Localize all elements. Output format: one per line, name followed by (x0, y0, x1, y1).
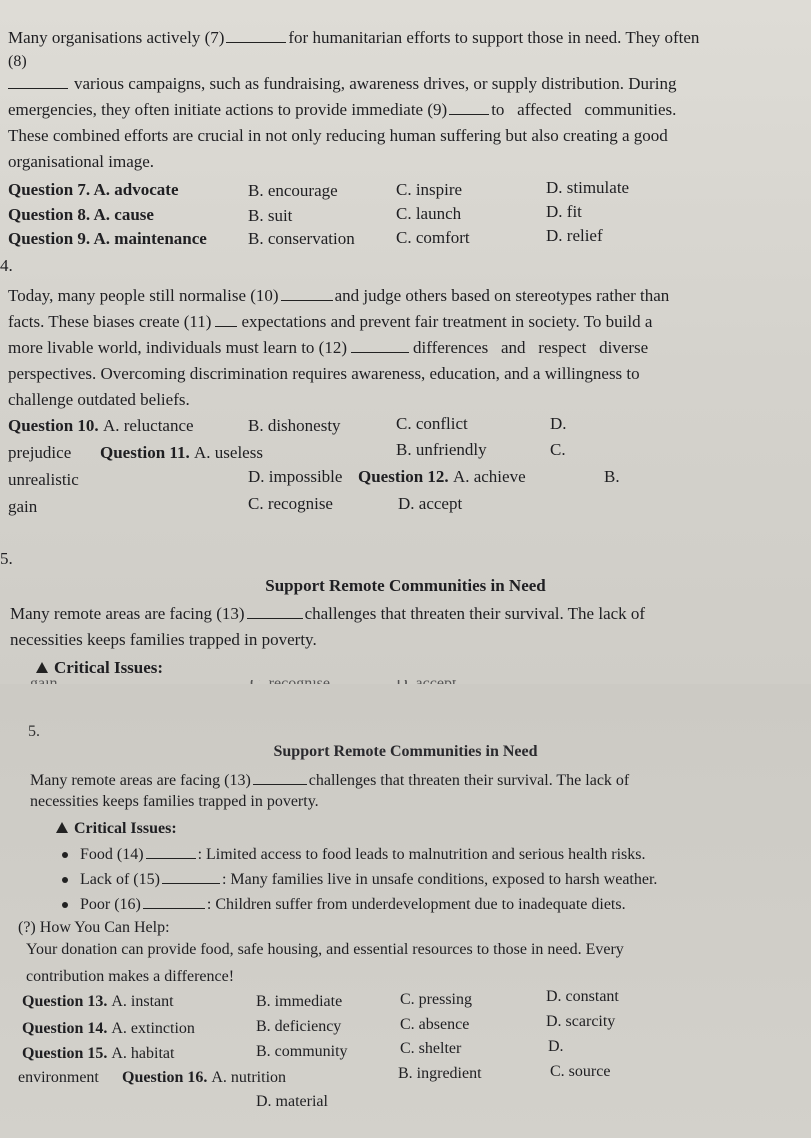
q12-label (358, 467, 526, 487)
q7-option-d: D. stimulate (546, 178, 630, 197)
text: A. reluctance (102, 416, 194, 435)
q13-option-c: C. pressing (400, 991, 472, 1008)
q16-label (122, 1068, 286, 1088)
q11-option-d: D. impossible (248, 467, 343, 486)
text: Question 12. (358, 467, 449, 486)
section-5-number: 5. (0, 549, 13, 568)
q12-option-b-text: gain (8, 497, 38, 516)
blank-13-lower (253, 770, 307, 785)
p2-line-4: perspectives. Overcoming discrimination requires awareness, education, and a willingness to (8, 364, 640, 383)
text: A. extinction (111, 1020, 195, 1037)
bullet-item-14 (80, 844, 645, 865)
blank-12 (351, 338, 409, 353)
q8-label (8, 205, 154, 225)
q11-option-c: C. (550, 440, 566, 459)
q8-option-c: C. launch (396, 204, 462, 223)
q10-option-d-text: prejudice (8, 443, 72, 462)
q10-option-b: B. dishonesty (248, 416, 341, 435)
q13-label (22, 992, 174, 1012)
q15-option-d: D. (548, 1038, 564, 1055)
q11-label (100, 443, 263, 463)
q15-option-c: C. shelter (400, 1040, 462, 1057)
bullet-dot-icon (62, 877, 68, 883)
q11-option-c-text: unrealistic (8, 470, 79, 489)
warning-triangle-icon (36, 662, 48, 673)
how-you-can-help: (?) How You Can Help: (18, 919, 170, 936)
text: facts. These biases create (11) (8, 312, 212, 331)
q15-option-d-text: environment (18, 1069, 99, 1086)
blank-9 (449, 100, 489, 115)
q10-option-c: C. conflict (396, 414, 468, 433)
q13-option-b: B. immediate (256, 993, 343, 1010)
p1-line-1 (8, 28, 699, 48)
q8-option-b: B. suit (248, 206, 293, 225)
text: Question 9. (8, 229, 91, 248)
blank-15 (162, 869, 220, 884)
text: Poor (16) (80, 896, 141, 913)
text: Question 10. (8, 416, 99, 435)
q10-label (8, 416, 194, 436)
p2-line-3 (8, 338, 648, 358)
bullet-dot-icon (62, 902, 68, 908)
text: various campaigns, such as fundraising, awareness drives, or supply distribution. During (74, 74, 677, 93)
q9-label (8, 229, 207, 249)
q16-option-d: D. material (256, 1093, 328, 1110)
p2-line-5: challenge outdated beliefs. (8, 390, 190, 409)
p2-line-2 (8, 312, 652, 332)
p1-line-4 (8, 100, 676, 120)
text: Food (14) (80, 846, 144, 863)
text: Many remote areas are facing (13) (10, 604, 245, 623)
blank-10 (281, 286, 333, 301)
q9-option-b: B. conservation (248, 229, 355, 248)
blank-7 (226, 28, 286, 43)
text: Today, many people still normalise (10) (8, 286, 279, 305)
text: emergencies, they often initiate actions to provide immediate (9) (8, 100, 448, 119)
q14-label (22, 1019, 195, 1039)
text: : Many families live in unsafe conditions, exposed to harsh weather. (221, 871, 658, 888)
blank-8 (8, 74, 68, 89)
critical-issues-heading (36, 658, 163, 678)
text: Many remote areas are facing (13) (30, 772, 251, 789)
p3-line-1 (10, 604, 645, 624)
donate-line-1: Your donation can provide food, safe housing, and essential resources to those in need. Every (26, 941, 624, 958)
q9-option-d: D. relief (546, 226, 603, 245)
text: and judge others based on stereotypes rather than (334, 286, 670, 305)
q16-option-b: B. ingredient (398, 1065, 482, 1082)
section-title-lower: Support Remote Communities in Need (273, 743, 538, 760)
text: Lack of (15) (80, 871, 160, 888)
critical-issues-heading-lower (56, 819, 177, 839)
text: A. nutrition (211, 1069, 287, 1086)
p1-line-5: These combined efforts are crucial in not only reducing human suffering but also creating a good (8, 126, 668, 145)
text: A. maintenance (93, 229, 207, 248)
q11-option-b: B. unfriendly (396, 440, 487, 459)
q9-option-c: C. comfort (396, 228, 470, 247)
q8-option-d: D. fit (546, 202, 582, 221)
text: Many organisations actively (7) (8, 28, 225, 47)
q10-option-d: D. (550, 414, 567, 433)
q7-option-b: B. encourage (248, 181, 338, 200)
blank-13 (247, 604, 303, 619)
q15-option-b: B. community (256, 1043, 348, 1060)
section-title: Support Remote Communities in Need (265, 576, 546, 595)
text: Question 15. (22, 1045, 108, 1062)
p3-line-2: necessities keeps families trapped in poverty. (10, 630, 317, 649)
text: Question 14. (22, 1020, 108, 1037)
text: : Children suffer from underdevelopment due to inadequate diets. (206, 896, 626, 913)
bullet-item-15 (80, 869, 657, 890)
text: A. instant (111, 993, 174, 1010)
q13-option-d: D. constant (546, 988, 619, 1005)
bullet-dot-icon (62, 852, 68, 858)
p1-line-2: (8) (8, 53, 27, 70)
text: A. cause (93, 205, 154, 224)
text: differences and respect diverse (413, 338, 649, 357)
p3-lower-line-2: necessities keeps families trapped in poverty. (30, 793, 319, 810)
text: Question 11. (100, 443, 190, 462)
section-4-number: 4. (0, 256, 13, 275)
q7-option-c: C. inspire (396, 180, 463, 199)
text: Question 7. (8, 180, 91, 199)
p1-line-3 (8, 74, 676, 94)
blank-14 (146, 844, 196, 859)
p1-line-6: organisational image. (8, 152, 155, 171)
text: Critical Issues: (74, 820, 177, 837)
bullet-item-16 (80, 894, 626, 915)
q15-label (22, 1044, 174, 1064)
text: challenges that threaten their survival. The lack of (308, 772, 630, 789)
text: expectations and prevent fair treatment in society. To build a (241, 312, 653, 331)
warning-triangle-icon (56, 822, 68, 833)
text: more livable world, individuals must learn to (12) (8, 338, 347, 357)
p2-line-1 (8, 286, 669, 306)
q12-option-d: D. accept (398, 494, 463, 513)
text: A. useless (194, 443, 263, 462)
q7-label (8, 180, 178, 200)
text: for humanitarian efforts to support those in need. They often (288, 28, 700, 47)
q12-option-c: C. recognise (248, 494, 333, 513)
text: to affected communities. (491, 100, 677, 119)
q14-option-d: D. scarcity (546, 1013, 616, 1030)
blank-11 (215, 312, 237, 327)
section-5-number-lower: 5. (28, 723, 40, 740)
text: A. habitat (111, 1045, 175, 1062)
q12-option-b: B. (604, 467, 620, 486)
lower-photo-region (0, 684, 811, 1138)
text: challenges that threaten their survival. The lack of (304, 604, 646, 623)
q16-option-c: C. source (550, 1063, 611, 1080)
text: Critical Issues: (54, 658, 164, 677)
text: A. advocate (93, 180, 179, 199)
blank-16 (143, 894, 205, 909)
text: Question 13. (22, 993, 108, 1010)
text: A. achieve (452, 467, 526, 486)
text: Question 16. (122, 1069, 208, 1086)
p3-lower-line-1 (30, 770, 629, 791)
text: : Limited access to food leads to malnutrition and serious health risks. (197, 846, 646, 863)
donate-line-2: contribution makes a difference! (26, 968, 235, 985)
q14-option-c: C. absence (400, 1016, 470, 1033)
q14-option-b: B. deficiency (256, 1018, 342, 1035)
text: Question 8. (8, 205, 91, 224)
